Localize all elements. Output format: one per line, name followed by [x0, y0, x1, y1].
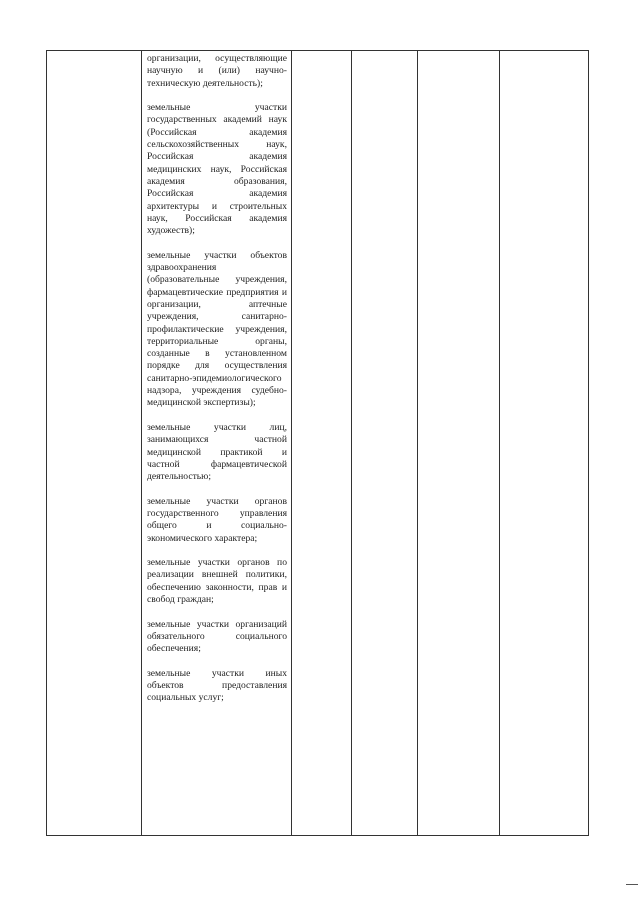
list-item: организации, осуществляющие научную и (или) научно-техническую деятельность);: [147, 53, 287, 89]
land-category-table: [46, 50, 589, 836]
margin-mark: [626, 884, 638, 885]
list-item: земельные участки иных объектов предоставления социальных услуг;: [147, 667, 287, 704]
table-cell-empty: [352, 51, 418, 836]
list-item: земельные участки органов государственного управления общего и социально-экономического характера;: [147, 495, 287, 544]
list-item: земельные участки государственных академий наук (Российская академия сельскохозяйственных наук, Российская академия медицинских наук, Российская академия образования, Российская академия архитектуры и строительных наук, Российская академия художеств);: [147, 102, 287, 237]
list-item: земельные участки лиц, занимающихся частной медицинской практикой и частной фармацевтической деятельностью;: [147, 421, 287, 483]
list-item: земельные участки организаций обязательного социального обеспечения;: [147, 618, 287, 655]
list-item: земельные участки объектов здравоохранения (образовательные учреждения, фармацевтические предприятия и организации, аптечные учреждения, санитарно-профилактические учреждения, территориальные органы, созданные в установленном порядке для осуществления санитарно-эпидемиологического надзора, учреждения судебно-медицинской экспертизы);: [147, 249, 287, 409]
table-cell-empty: [418, 51, 500, 836]
table-cell-empty: [500, 51, 589, 836]
table-cell-description: [142, 51, 292, 836]
table-row: [47, 51, 589, 836]
table-cell-empty: [47, 51, 142, 836]
land-use-list: [142, 51, 291, 705]
list-item: земельные участки органов по реализации внешней политики, обеспечению законности, прав и свобод граждан;: [147, 557, 287, 606]
table-cell-empty: [292, 51, 352, 836]
